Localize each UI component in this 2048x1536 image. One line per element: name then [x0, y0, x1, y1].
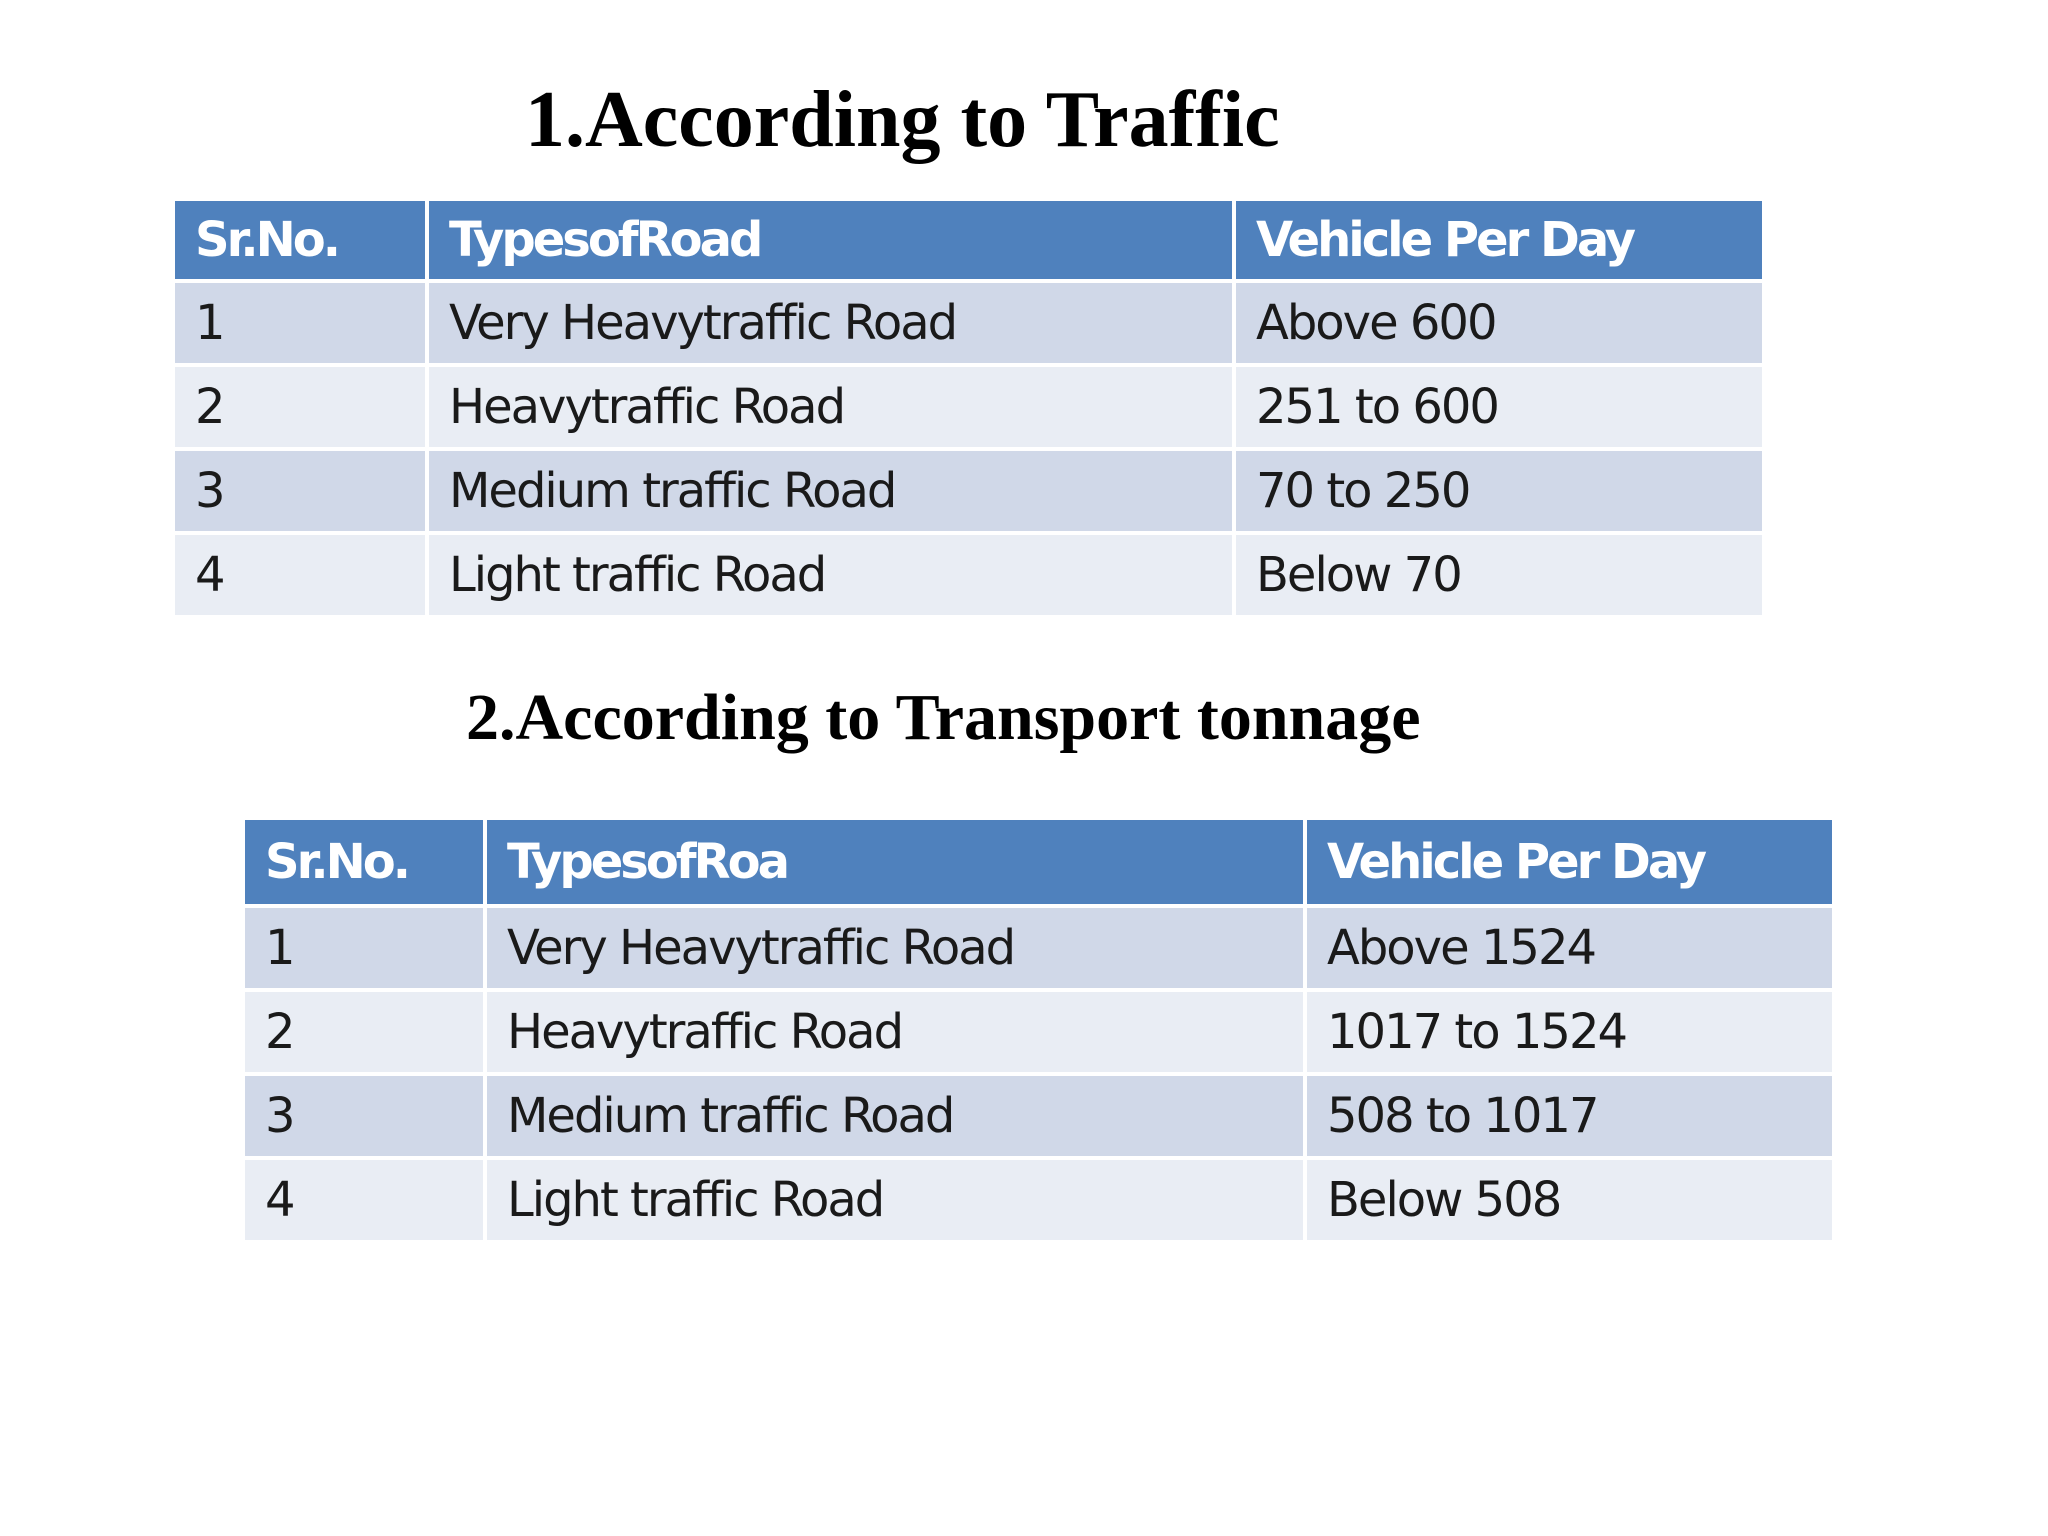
table-row	[175, 451, 1762, 531]
cell-road-type: Light traffic Road	[429, 535, 1232, 615]
cell-road-type: Medium traffic Road	[429, 451, 1232, 531]
cell-road-type: Light traffic Road	[487, 1160, 1303, 1240]
cell-vehicle-per-day: 1017 to 1524	[1307, 992, 1832, 1072]
table-row	[245, 1160, 1832, 1240]
cell-vehicle-per-day: Below 508	[1307, 1160, 1832, 1240]
table-header-row	[175, 201, 1762, 279]
cell-road-type: Heavytraffic Road	[429, 367, 1232, 447]
table-row	[175, 535, 1762, 615]
tonnage-table	[241, 816, 1836, 1244]
cell-vehicle-per-day: 70 to 250	[1236, 451, 1762, 531]
cell-sr-no: 3	[175, 451, 425, 531]
column-header-sr-no: Sr.No.	[175, 201, 425, 279]
cell-road-type: Very Heavytraffic Road	[487, 908, 1303, 988]
traffic-table	[171, 197, 1766, 619]
column-header-type-of-road: TypesofRoa	[487, 820, 1303, 904]
section-2-heading: 2.According to Transport tonnage	[466, 681, 1421, 754]
cell-vehicle-per-day: Above 1524	[1307, 908, 1832, 988]
cell-sr-no: 1	[175, 283, 425, 363]
cell-sr-no: 2	[245, 992, 483, 1072]
cell-vehicle-per-day: 508 to 1017	[1307, 1076, 1832, 1156]
table-header-row	[245, 820, 1832, 904]
cell-road-type: Very Heavytraffic Road	[429, 283, 1232, 363]
cell-sr-no: 4	[245, 1160, 483, 1240]
table-row	[245, 1076, 1832, 1156]
cell-road-type: Medium traffic Road	[487, 1076, 1303, 1156]
cell-sr-no: 4	[175, 535, 425, 615]
cell-vehicle-per-day: Below 70	[1236, 535, 1762, 615]
cell-sr-no: 1	[245, 908, 483, 988]
column-header-type-of-road: TypesofRoad	[429, 201, 1232, 279]
cell-road-type: Heavytraffic Road	[487, 992, 1303, 1072]
column-header-vehicle-per-day: Vehicle Per Day	[1236, 201, 1762, 279]
cell-vehicle-per-day: Above 600	[1236, 283, 1762, 363]
cell-sr-no: 3	[245, 1076, 483, 1156]
table-row	[175, 367, 1762, 447]
cell-vehicle-per-day: 251 to 600	[1236, 367, 1762, 447]
column-header-vehicle-per-day: Vehicle Per Day	[1307, 820, 1832, 904]
table-row	[245, 908, 1832, 988]
table-row	[245, 992, 1832, 1072]
table-row	[175, 283, 1762, 363]
cell-sr-no: 2	[175, 367, 425, 447]
column-header-sr-no: Sr.No.	[245, 820, 483, 904]
section-1-heading: 1.According to Traffic	[525, 76, 1280, 164]
